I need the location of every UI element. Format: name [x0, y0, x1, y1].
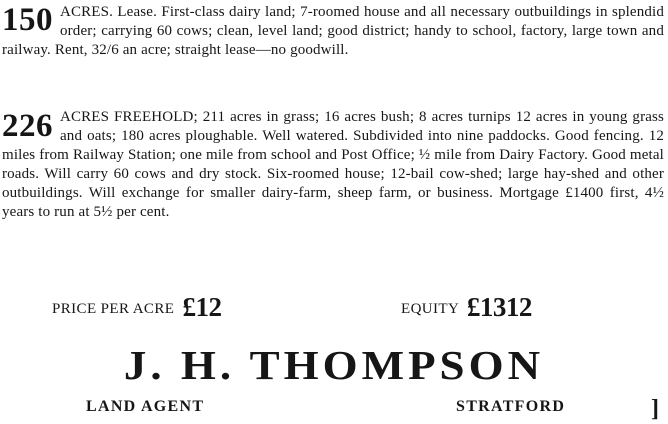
listing-description: ACRES FREEHOLD; 211 acres in grass; 16 acres bush; 8 acres turnips 12 acres in young grass and oats; 180 acres ploughable. Well watered. Subdivided into nine paddocks. Good fencing. 12 miles from Railway Station; one mile from school and Post Office; ½ mile from Dairy Factory. Good metal roads. Will carry 60 cows and dry stock. Six-roomed house; 12-bail cow-shed; large hay-shed and other outbuildings. Will exchange for smaller dairy-farm, sheep farm, or business. Mortgage £1400 first, 4½ years to run at 5½ per cent. — [2, 109, 664, 220]
price-per-acre — [52, 292, 221, 323]
listing-150-acres — [2, 3, 664, 60]
listing-226-acres — [2, 108, 664, 222]
price-value: £12 — [182, 292, 222, 322]
equity-value: £1312 — [466, 292, 532, 322]
agent-name: J. H. THOMPSON — [123, 342, 545, 388]
agent-role: LAND AGENT — [86, 398, 205, 415]
edge-glyph: ] — [651, 396, 659, 422]
listing-description: ACRES. Lease. First-class dairy land; 7-roomed house and all necessary outbuildings in splendid order; carrying 60 cows; clean, level land; good district; handy to school, factory, large town and railway. Rent, 32/6 an acre; straight lease—no goodwill. — [2, 4, 664, 58]
price-label: PRICE PER ACRE — [52, 301, 175, 317]
listing-acreage: 150 — [2, 2, 53, 38]
agent-town: STRATFORD — [456, 398, 566, 415]
listing-acreage: 226 — [2, 108, 53, 144]
equity — [401, 292, 532, 323]
equity-label: EQUITY — [401, 301, 459, 317]
